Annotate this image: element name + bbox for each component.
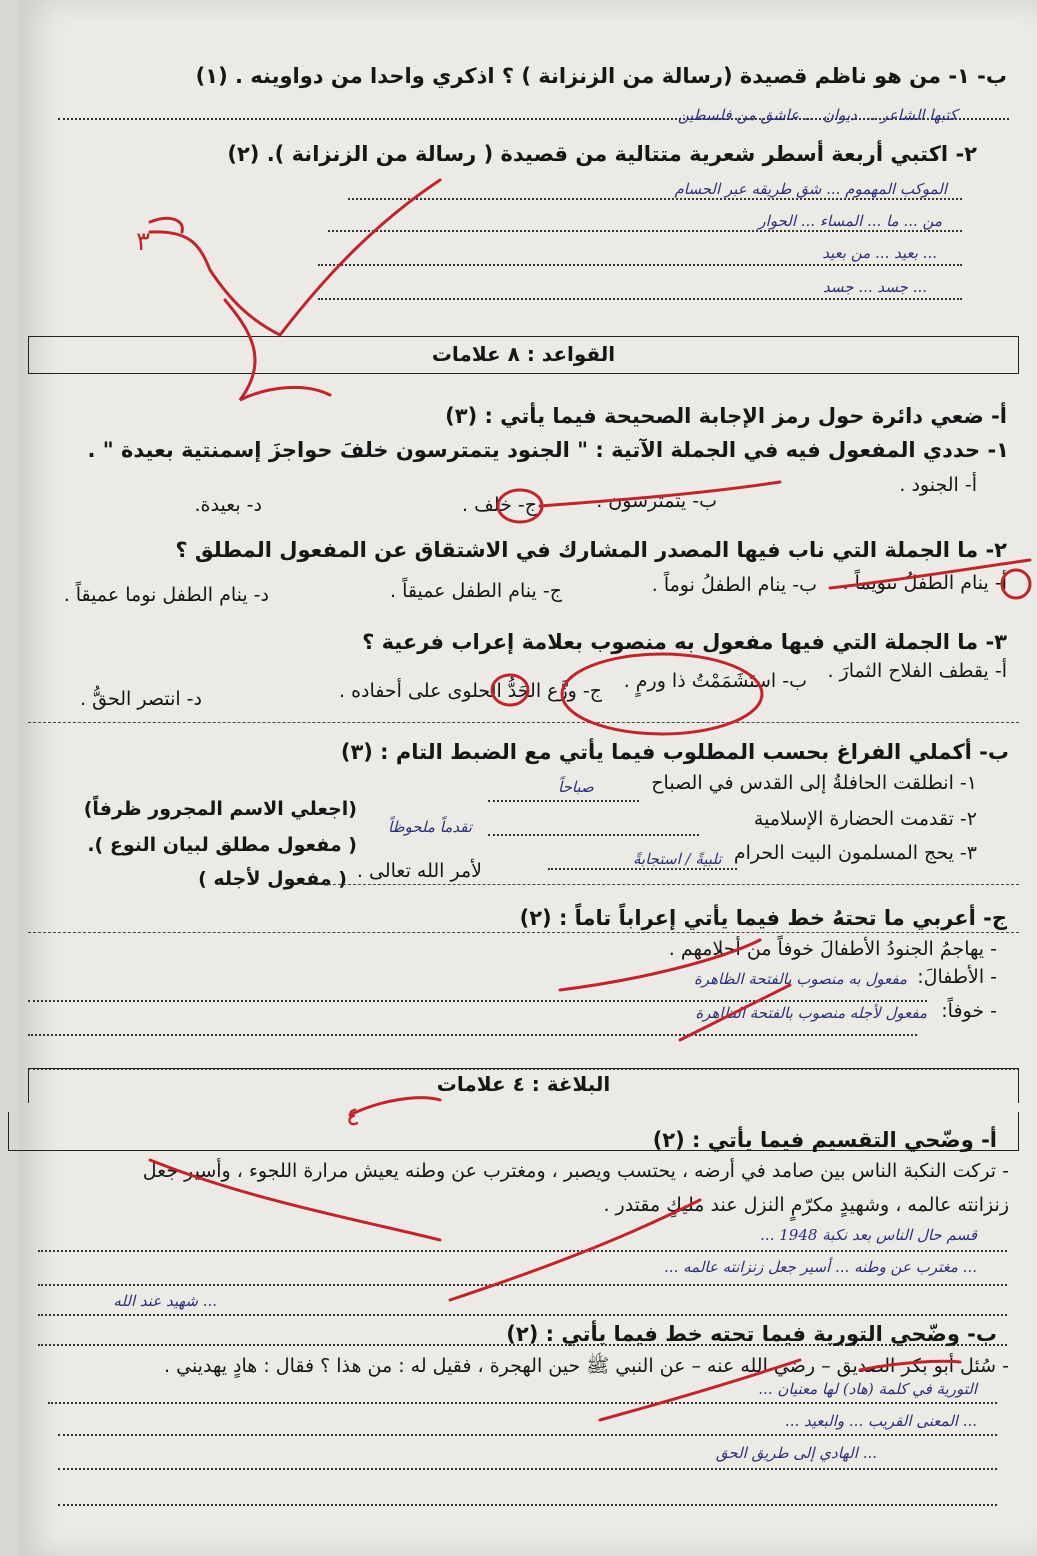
grammar-header: القواعد : ٨ علامات	[28, 336, 1019, 374]
q2-option-c[interactable]: ج- ينام الطفل عميقاً .	[389, 580, 562, 602]
rhetoric-text-2: زنزانته عالمه ، وشهيدٍ مكرّمٍ النزل عند مليكٍ مقتدر .	[603, 1194, 1009, 1216]
answer-line	[28, 1034, 917, 1036]
parse-label-1: - الأطفالَ:	[917, 966, 997, 988]
rhetoric-part-b: ب- وضّحي التورية فيما تحته خط فيما يأتي : (٢)	[506, 1322, 997, 1346]
grammar-q2: ٢- ما الجملة التي ناب فيها المصدر المشارك في الاشتقاق عن المفعول المطلق ؟	[175, 538, 1007, 562]
hint-b1: (اجعلي الاسم المجرور ظرفاً)	[83, 798, 357, 820]
handwritten-answer: تلبيةً / استجابةً	[633, 850, 722, 868]
answer-line	[488, 800, 639, 802]
answer-line	[48, 1402, 997, 1404]
grammar-q3: ٣- ما الجملة التي فيها مفعول به منصوب بعلامة إعراب فرعية ؟	[362, 630, 1007, 654]
q1-option-b[interactable]: ب- يتمترسون .	[596, 490, 717, 512]
answer-line	[38, 1314, 1007, 1316]
answer-line	[38, 1250, 1007, 1252]
handwritten-answer: تقدماً ملحوظاً	[388, 818, 472, 836]
divider	[318, 884, 1019, 885]
answer-line	[58, 1434, 997, 1436]
parse-sentence: - يهاجمُ الجنودُ الأطفالَ خوفاً من أحلامهم .	[668, 938, 997, 960]
q1-option-d[interactable]: د- بعيدة.	[194, 494, 262, 516]
divider	[28, 722, 1019, 723]
fill-b1: ١- انطلقت الحافلةُ إلى القدس في الصباح	[651, 772, 977, 794]
fill-b3-tail: لأمر الله تعالى .	[356, 860, 482, 882]
hint-b2: ( مفعول مطلق لبيان النوع ).	[87, 834, 357, 856]
answer-line	[58, 1468, 997, 1470]
handwritten-line: ... شهيد عند الله	[113, 1292, 217, 1310]
handwritten-line: التورية في كلمة (هاد) لها معنيان ...	[758, 1380, 977, 1398]
q3-option-c[interactable]: ج- وزَّع الجَدُّ الحلوى على أحفاده .	[338, 680, 602, 702]
grammar-part-b: ب- أكملي الفراغ بحسب المطلوب فيما يأتي مع الضبط التام : (٣)	[340, 740, 1009, 764]
answer-line	[58, 1504, 997, 1506]
answer-line	[38, 1284, 1007, 1286]
q3-option-b[interactable]: ب- استَشَمَمْتُ ذا ورمٍ .	[623, 670, 807, 692]
q2-option-a[interactable]: أ- ينام الطفلُ تنويماً .	[842, 572, 1007, 594]
q3-option-d[interactable]: د- انتصر الحقُّ .	[80, 688, 202, 710]
handwritten-line: ... مغترب عن وطنه ... أسير جعل زنزانته عالمه ...	[664, 1258, 977, 1276]
handwritten-line: ... المعنى القريب ... والبعيد ...	[784, 1412, 977, 1430]
handwritten-line: الموكب المهموم ... شق طريقه عبر الحسام	[674, 180, 947, 198]
exam-page	[18, 0, 1037, 1556]
grammar-part-c: ج- أعربي ما تحتهُ خط فيما يأتي إعراباً تاماً : (٢)	[519, 906, 1007, 930]
answer-line	[488, 834, 699, 836]
handwritten-parse-1: مفعول به منصوب بالفتحة الظاهرة	[693, 970, 907, 988]
divider	[28, 932, 1019, 933]
handwritten-answer: صباحاً	[558, 778, 594, 796]
poetry-q1: ب- ١- من هو ناظم قصيدة (رسالة من الزنزانة ) ؟ اذكري واحدا من دواوينه . (١)	[195, 64, 1007, 88]
handwritten-line: ... بعيد ... من بعيد	[822, 244, 937, 262]
rhetoric-header: البلاغة : ٤ علامات	[28, 1068, 1019, 1103]
q2-option-d[interactable]: د- ينام الطفل نوما عميقاً .	[63, 584, 269, 606]
rhetoric-part-a: أ- وضّحي التقسيم فيما يأتي : (٢)	[652, 1128, 997, 1152]
handwritten-answer: كتبها الشاعر ... ديوان ... عاشق من فلسطين	[677, 106, 957, 124]
q1-option-a[interactable]: أ- الجنود .	[899, 474, 977, 496]
q1-option-c[interactable]: ج- خلف .	[462, 494, 537, 516]
answer-line	[28, 1000, 927, 1002]
handwritten-line: ... جسد ... جسد	[823, 278, 927, 296]
answer-line	[318, 298, 962, 300]
answer-line	[548, 868, 737, 870]
handwritten-line: قسم حال الناس بعد نكبة 1948 ...	[760, 1226, 977, 1244]
answer-line	[328, 230, 962, 232]
parse-label-2: - خوفاً:	[941, 1000, 997, 1022]
handwritten-line: ... الهادي إلى طريق الحق	[715, 1444, 877, 1462]
grammar-part-a: أ- ضعي دائرة حول رمز الإجابة الصحيحة فيما يأتي : (٣)	[445, 404, 1007, 428]
poetry-q2: ٢- اكتبي أربعة أسطر شعرية متتالية من قصيدة ( رسالة من الزنزانة ). (٢)	[227, 142, 977, 166]
fill-b3: ٣- يحج المسلمون البيت الحرام	[733, 842, 977, 864]
grammar-q1: ١- حددي المفعول فيه في الجملة الآتية : " الجنود يتمترسون خلفَ حواجزَ إسمنتية بعيدة " .	[87, 438, 1009, 462]
handwritten-parse-2: مفعول لأجله منصوب بالفتحة الظاهرة	[695, 1004, 927, 1022]
handwritten-line: من ... ما ... المساء ... الحوار	[758, 212, 942, 230]
q2-option-b[interactable]: ب- ينام الطفلُ نوماً .	[651, 574, 817, 596]
q3-option-a[interactable]: أ- يقطف الفلاح الثمارَ .	[827, 660, 1007, 682]
hint-b3: ( مفعول لأجله )	[198, 868, 347, 890]
grade-mark: ٣	[136, 227, 150, 257]
fill-b2: ٢- تقدمت الحضارة الإسلامية	[753, 808, 977, 830]
answer-line	[318, 264, 962, 266]
rhetoric-text-1: - تركت النكبة الناس بين صامد في أرضه ، يحتسب ويصبر ، ومغترب عن وطنه يعيش مرارة اللجوء ، وأسير جعل	[142, 1160, 1009, 1182]
grade-mark: ٤	[346, 1102, 360, 1132]
rhetoric-b-text: - سُئل أبو بكر الصديق – رضي الله عنه – عن النبي ﷺ حين الهجرة ، فقيل له : من هذا ؟ فقال : هادٍ يهديني .	[164, 1355, 1009, 1377]
answer-line	[348, 198, 962, 200]
